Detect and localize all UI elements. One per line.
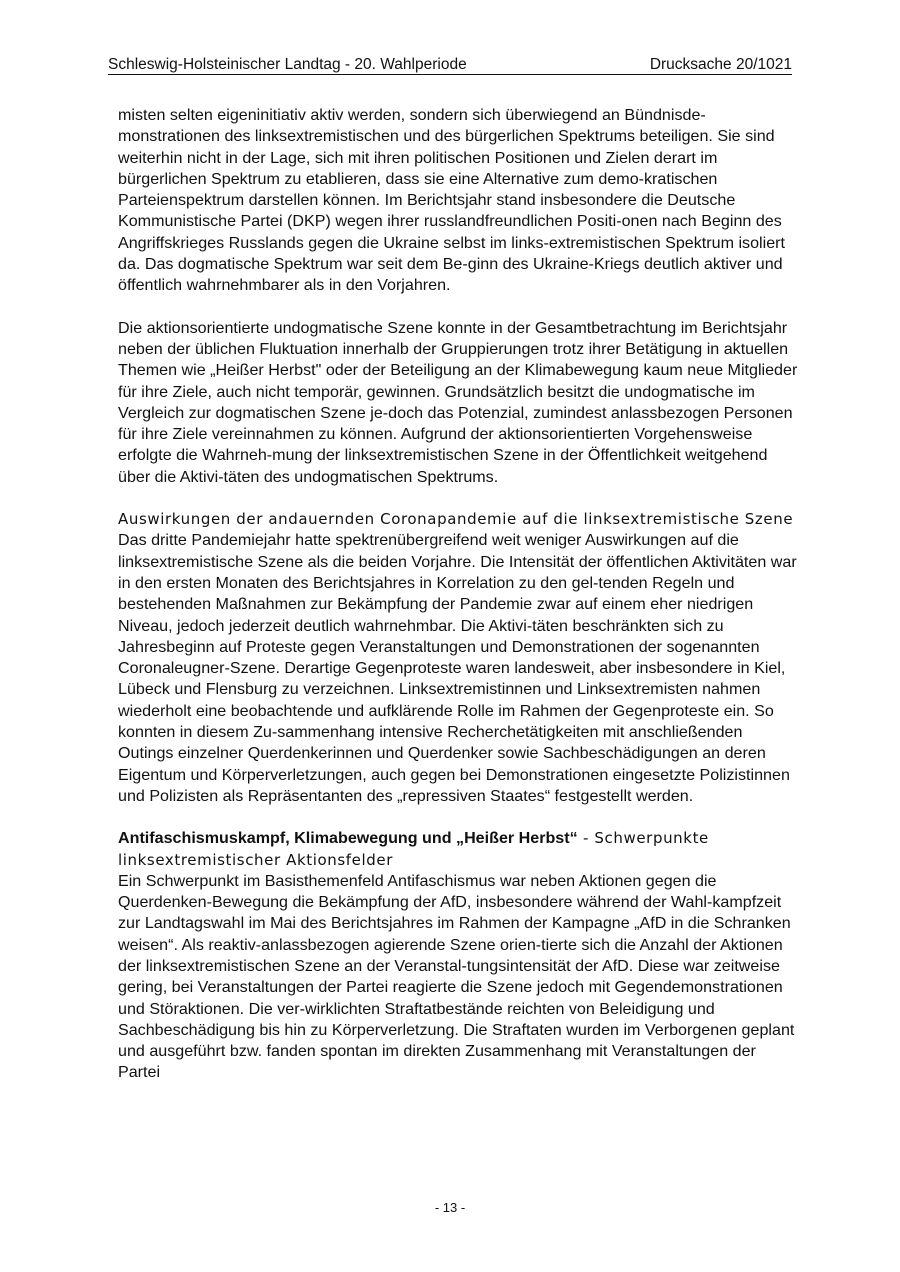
section-heading: Auswirkungen der andauernden Coronapandemie auf die linksextremistische Szene xyxy=(118,510,794,529)
page-body xyxy=(118,105,798,1084)
page-header xyxy=(108,56,792,76)
header-document-number: Drucksache 20/1021 xyxy=(649,56,792,73)
section-heading xyxy=(118,828,798,871)
section-heading-rest: - Schwerpunkte linksextremistischer Aktionsfelder xyxy=(118,829,709,869)
header-rule xyxy=(108,74,792,75)
header-parliament-title: Schleswig-Holsteinischer Landtag - 20. Wahlperiode xyxy=(108,56,467,73)
body-paragraph: misten selten eigeninitiativ aktiv werden, sondern sich überwiegend an Bündnisde-monstrationen des linksextremistischen und des bürgerlichen Spektrums beteiligen. Sie sind weiterhin nicht in der Lage, sich mit ihren politischen Positionen und Zielen derart im bürgerlichen Spektrum zu etablieren, dass sie eine Alternative zum demo-kratischen Parteienspektrum darstellen können. Im Berichtsjahr stand insbesondere die Deutsche Kommunistische Partei (DKP) wegen ihrer russlandfreundlichen Positi-onen nach Beginn des Angriffskrieges Russlands gegen die Ukraine selbst im links-extremistischen Spektrum isoliert da. Das dogmatische Spektrum war seit dem Be-ginn des Ukraine-Kriegs deutlich aktiver und öffentlich wahrnehmbarer als in den Vorjahren. xyxy=(118,106,785,295)
body-paragraph: Ein Schwerpunkt im Basisthemenfeld Antifaschismus war neben Aktionen gegen die Querdenken-Bewegung die Bekämpfung der AfD, insbesondere während der Wahl-kampfzeit zur Landtagswahl im Mai des Berichtsjahres im Rahmen der Kampagne „AfD in die Schranken weisen“. Als reaktiv-anlassbezogen agierende Szene orien-tierte sich die Anzahl der Aktionen der linksextremistischen Szene an der Veranstal-tungsintensität der AfD. Diese war zeitweise gering, bei Veranstaltungen der Partei reagierte die Szene jedoch mit Gegendemonstrationen und Störaktionen. Die ver-wirklichten Straftatbestände reichten von Beleidigung und Sachbeschädigung bis hin zu Körperverletzung. Die Straftaten wurden im Verborgenen geplant und ausgeführt bzw. fanden spontan im direkten Zusammenhang mit Veranstaltungen der Partei xyxy=(118,871,795,1082)
section-heading-bold: Antifaschismuskampf, Klimabewegung und „Heißer Herbst“ xyxy=(118,829,578,848)
body-paragraph: Das dritte Pandemiejahr hatte spektrenübergreifend weit weniger Auswirkungen auf die linksextremistische Szene als die beiden Vorjahre. Die Intensität der öffentlichen Aktivitäten war in den ersten Monaten des Berichtsjahres in Korrelation zu den gel-tenden Regeln und bestehenden Maßnahmen zur Bekämpfung der Pandemie zwar auf einem eher niedrigen Niveau, jedoch jederzeit deutlich wahrnehmbar. Die Aktivi-täten beschränkten sich zu Jahresbeginn auf Proteste gegen Veranstaltungen und Demonstrationen der sogenannten Coronaleugner-Szene. Derartige Gegenproteste waren landesweit, aber insbesondere in Kiel, Lübeck und Flensburg zu verzeichnen. Linksextremistinnen und Linksextremisten nahmen wiederholt eine beobachtende und aufklärende Rolle im Rahmen der Gegenproteste ein. So konnten in diesem Zu-sammenhang intensive Recherchetätigkeiten mit anschließenden Outings einzelner Querdenkerinnen und Querdenker sowie Sachbeschädigungen an deren Eigentum und Körperverletzungen, auch gegen bei Demonstrationen eingesetzte Polizistinnen und Polizisten als Repräsentanten des „repressiven Staates“ festgestellt werden. xyxy=(118,531,797,805)
page-number: - 13 - xyxy=(434,1200,466,1215)
body-paragraph: Die aktionsorientierte undogmatische Szene konnte in der Gesamtbetrachtung im Berichtsjahr neben der üblichen Fluktuation innerhalb der Gruppierungen trotz ihrer Betätigung in aktuellen Themen wie „Heißer Herbst" oder der Beteiligung an der Klimabewegung kaum neue Mitglieder für ihre Ziele, auch nicht temporär, gewinnen. Grundsätzlich besitzt die undogmatische im Vergleich zur dogmatischen Szene je-doch das Potenzial, zumindest anlassbezogen Personen für ihre Ziele vereinnahmen zu können. Aufgrund der aktionsorientierten Vorgehensweise erfolgte die Wahrneh-mung der linksextremistischen Szene in der Öffentlichkeit weitgehend über die Aktivi-täten des undogmatischen Spektrums. xyxy=(118,318,798,486)
